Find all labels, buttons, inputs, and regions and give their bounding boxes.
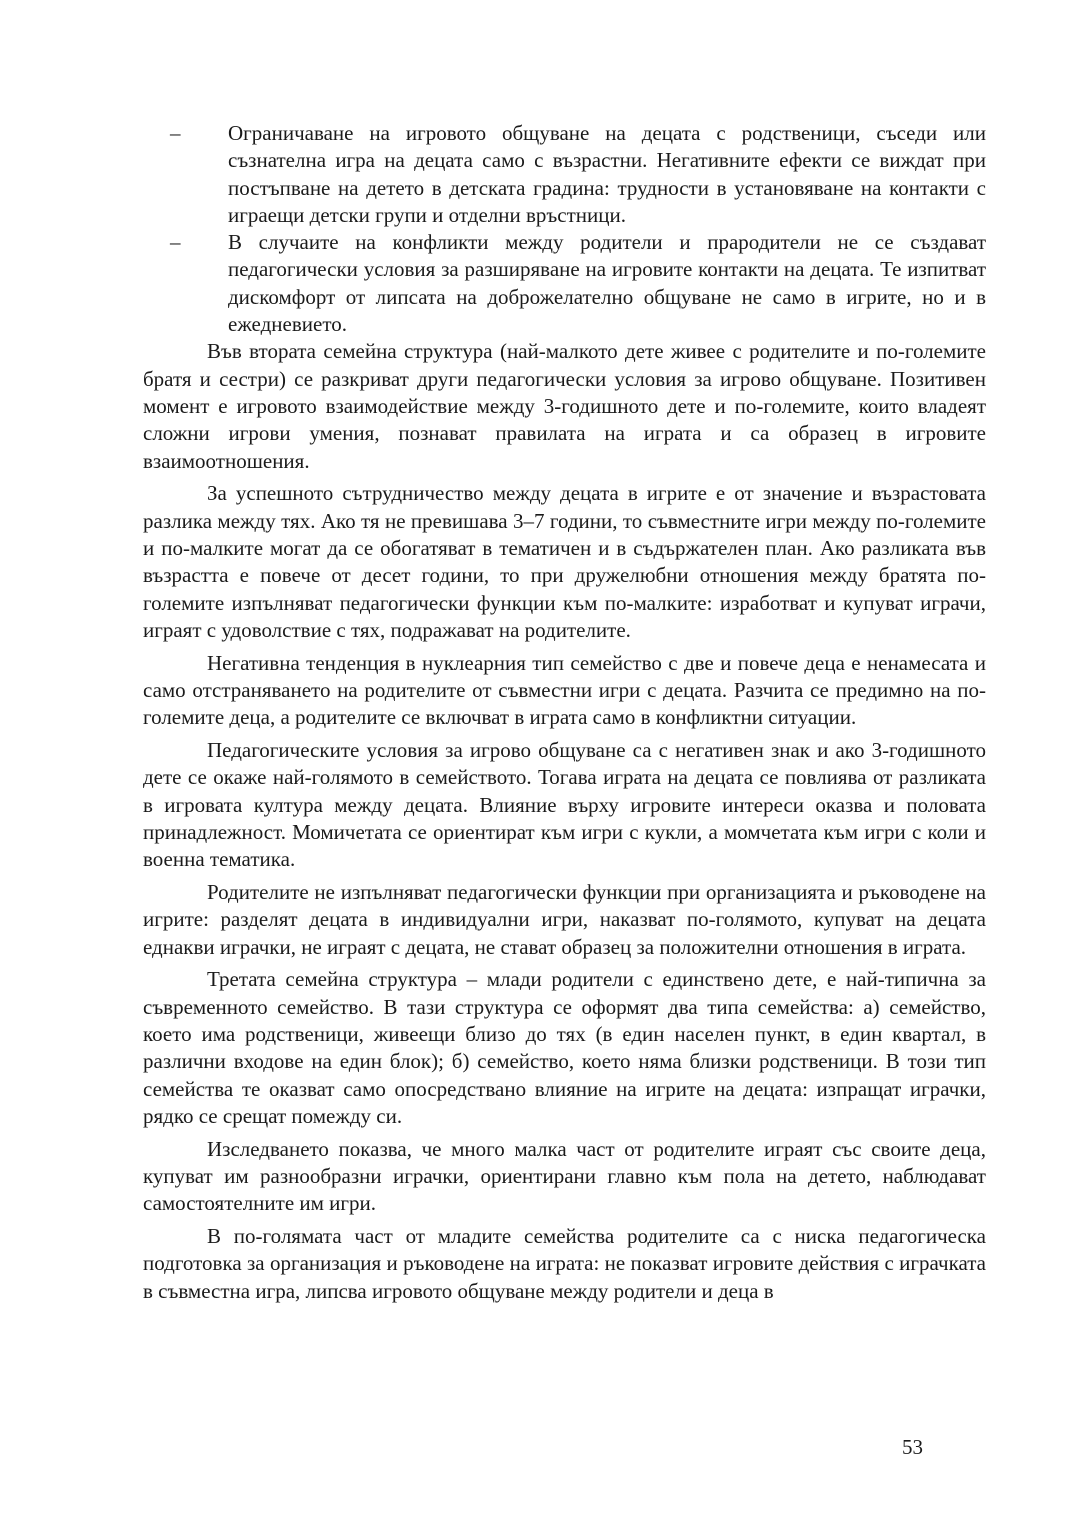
paragraph: Третата семейна структура – млади родители с единствено дете, е най-типична за съвременното семейство. В тази структура се оформят два типа семейства: а) семейство, което има родственици, живеещи близо до тях (в един населен пункт, в един квартал, в различни входове на един блок); б) семейство, което няма близки родственици. В този тип семейства те оказват само опосредствано влияние на игрите на децата: изпращат играчки, рядко се срещат помежду си. bbox=[143, 967, 986, 1128]
bullet-text: Ограничаване на игровото общуване на децата с родственици, съседи или съзнателна игра на децата само с възрастни. Негативните ефекти се виждат при постъпване на детето в детската градина: трудности в установяване на контакти с играещи детски групи и отделни връстници. bbox=[228, 121, 986, 227]
paragraph: Педагогическите условия за игрово общуване са с негативен знак и ако 3-годишното дете се окаже най-голямото в семейството. Тогава играта на децата се повлиява от разликата в игровата култура между децата. Влияние върху игровите интереси оказва и половата принадлежност. Момичетата се ориентират към игри с кукли, а момчетата към игри с коли и военна тематика. bbox=[143, 738, 986, 872]
page-number: 53 bbox=[902, 1435, 923, 1459]
bullet-dash: – bbox=[170, 230, 181, 255]
bullet-text: В случаите на конфликти между родители и прародители не се създават педагогически условия за разширяване на игровите контакти на децата. Те изпитват дискомфорт от липсата на доброжелателно общуване не само в игрите, но и в ежедневието. bbox=[228, 230, 986, 337]
bullet-item bbox=[143, 120, 986, 229]
bullet-dash: – bbox=[170, 121, 181, 145]
paragraph: Негативна тенденция в нуклеарния тип семейство с две и повече деца е ненамесата и само отстраняването на родителите от съвместни игри с децата. Разчита се предимно на по-големите деца, а родителите се включват в играта само в конфликтни ситуации. bbox=[143, 650, 986, 730]
paragraph: Родителите не изпълняват педагогически функции при организацията и ръководене на игрите: разделят децата в индивидуални игри, наказват по-голямото, купуват на децата еднакви играчки, не играят с децата, не стават образец за положителни отношения в играта. bbox=[143, 880, 986, 959]
paragraph: За успешното сътрудничество между децата в игрите е от значение и възрастовата разлика между тях. Ако тя не превишава 3–7 години, то съвместните игри между по-големите и по-малките могат да се обогатяват в тематичен и в съдържателен план. Ако разликата във възрастта е повече от десет години, то при дружелюбни отношения между братята по-големите изпълняват педагогически функции към по-малките: изработват и купуват играчи, играят с удоволствие с тях, подражават на родителите. bbox=[143, 481, 986, 642]
page-body bbox=[143, 120, 986, 1310]
paragraph: В по-голямата част от младите семейства родителите са с ниска педагогическа подготовка за организация и ръководене на играта: не показват игровите действия с играчката в съвместна игра, липсва игровото общуване между родители и деца в bbox=[143, 1224, 986, 1303]
paragraph: Във втората семейна структура (най-малкото дете живее с родителите и по-големите братя и сестри) се разкриват други педагогически условия за игрово общуване. Позитивен момент е игровото взаимодействие между 3-годишното дете и по-големите, които владеят сложни игрови умения, познават правилата на играта и са образец в игровите взаимоотношения. bbox=[143, 339, 986, 473]
paragraph: Изследването показва, че много малка част от родителите играят със своите деца, купуват им разнообразни играчки, ориентирани главно към пола на детето, наблюдават самостоятелните им игри. bbox=[143, 1136, 986, 1216]
bullet-item bbox=[143, 229, 986, 338]
